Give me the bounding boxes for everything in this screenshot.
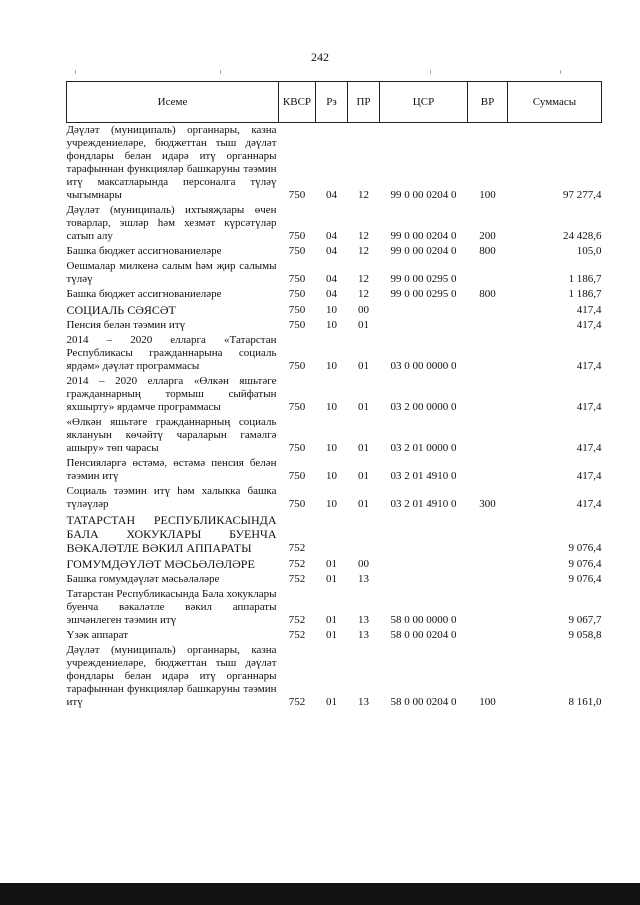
cell-rz: 10: [326, 304, 337, 316]
cell-csr: 99 0 00 0295 0: [390, 288, 457, 300]
cell-name: 2014 – 2020 елларга «Өлкән яшьтәге гражданнарның тормыш сыйфатын яхшырту» ярдәмче программасы: [66, 375, 277, 413]
cell-pr: 12: [358, 245, 369, 257]
scan-mark: [430, 70, 431, 74]
cell-pr: 00: [358, 558, 369, 570]
table-row: [67, 287, 602, 302]
cell-rz: 01: [326, 573, 337, 585]
cell-vr: 200: [479, 230, 496, 242]
cell-sum: 417,4: [576, 401, 602, 413]
cell-sum: 9 058,8: [568, 629, 602, 641]
cell-name: Үзәк аппарат: [66, 629, 129, 641]
cell-rz: 10: [326, 498, 337, 510]
table-row: [67, 374, 602, 415]
cell-vr: [468, 302, 508, 318]
cell-vr: [468, 318, 508, 333]
cell-pr: 00: [358, 304, 369, 316]
cell-kvsr: 750: [288, 498, 306, 510]
cell-sum: 9 076,4: [568, 558, 602, 570]
cell-name: 2014 – 2020 елларга «Татарстан Республикасы гражданнарына социаль ярдәм» дәүләт программасы: [66, 334, 277, 372]
cell-pr: 13: [358, 629, 369, 641]
table-row: [67, 628, 602, 643]
cell-sum: 9 076,4: [568, 573, 602, 585]
cell-vr: 800: [479, 245, 496, 257]
cell-vr: [468, 374, 508, 415]
cell-csr: [380, 572, 468, 587]
cell-rz: 04: [326, 189, 337, 201]
cell-vr: [468, 333, 508, 374]
column-header-csr: ЦСР: [380, 82, 468, 123]
cell-csr: 99 0 00 0204 0: [390, 245, 457, 257]
table-row: [67, 244, 602, 259]
column-header-name: Исеме: [67, 82, 279, 123]
cell-vr: [468, 587, 508, 628]
cell-rz: 04: [326, 273, 337, 285]
table-row: [67, 333, 602, 374]
cell-kvsr: 750: [288, 245, 306, 257]
cell-vr: 100: [479, 189, 496, 201]
cell-sum: 417,4: [576, 442, 602, 454]
cell-kvsr: 750: [288, 273, 306, 285]
cell-name: Дәүләт (муниципаль) органнары, казна учреждениеләре, бюджеттан тыш дәүләт фондлары белән идарә итү органнары тарафыннан функцияләр башкаруны тәэмин итү максатларында персоналга түләү чыгымнары: [66, 124, 277, 201]
cell-csr: [380, 512, 468, 556]
cell-csr: 03 2 01 4910 0: [390, 498, 457, 510]
cell-vr: 100: [479, 696, 496, 708]
cell-name: Оешмалар милкенә салым һәм җир салымы түләү: [66, 260, 277, 285]
column-header-rz: Рз: [316, 82, 348, 123]
cell-name: Пенсияләргә өстәмә, өстәмә пенсия белән тәэмин итү: [66, 457, 277, 482]
cell-csr: 03 2 01 4910 0: [390, 470, 457, 482]
table-row: [67, 643, 602, 710]
cell-rz: 04: [326, 245, 337, 257]
scan-mark: [560, 70, 561, 74]
cell-kvsr: 752: [288, 573, 306, 585]
cell-rz: 01: [326, 629, 337, 641]
cell-name: СОЦИАЛЬ СӘЯСӘТ: [66, 303, 176, 317]
column-header-kvsr: КВСР: [279, 82, 316, 123]
cell-pr: 13: [358, 614, 369, 626]
cell-rz: 01: [326, 614, 337, 626]
cell-kvsr: 750: [288, 401, 306, 413]
cell-pr: 01: [358, 319, 369, 331]
cell-kvsr: 752: [288, 558, 306, 570]
table-row: [67, 587, 602, 628]
table-row: [67, 302, 602, 318]
table-row: [67, 484, 602, 512]
table-row: [67, 318, 602, 333]
cell-pr: 12: [358, 189, 369, 201]
cell-kvsr: 752: [288, 696, 306, 708]
cell-rz: 10: [326, 470, 337, 482]
cell-name: ТАТАРСТАН РЕСПУБЛИКАСЫНДА БАЛА ХОКУКЛАРЫ БУЕНЧА ВӘКАЛӘТЛЕ ВӘКИЛ АППАРАТЫ: [66, 513, 277, 555]
cell-sum: 417,4: [576, 360, 602, 372]
cell-kvsr: 750: [288, 304, 306, 316]
cell-kvsr: 750: [288, 230, 306, 242]
column-header-pr: ПР: [348, 82, 380, 123]
cell-name: Дәүләт (муниципаль) органнары, казна учреждениеләре, бюджеттан тыш дәүләт фондлары белән идарә итү органнары тарафыннан функцияләр башкаруны тәэмин итү: [66, 644, 277, 708]
cell-csr: 03 2 01 0000 0: [390, 442, 457, 454]
cell-pr: 12: [358, 273, 369, 285]
scan-mark: [220, 70, 221, 74]
cell-pr: 12: [358, 288, 369, 300]
cell-pr: 01: [358, 401, 369, 413]
cell-pr: 01: [358, 360, 369, 372]
cell-rz: 10: [326, 360, 337, 372]
table-row: [67, 572, 602, 587]
cell-vr: [468, 628, 508, 643]
cell-pr: 13: [358, 696, 369, 708]
cell-pr: 01: [358, 470, 369, 482]
cell-rz: 01: [326, 696, 337, 708]
cell-sum: 417,4: [576, 470, 602, 482]
cell-csr: 99 0 00 0204 0: [390, 230, 457, 242]
cell-pr: 13: [358, 573, 369, 585]
cell-rz: 10: [326, 319, 337, 331]
cell-sum: 417,4: [576, 319, 602, 331]
cell-name: Башка бюджет ассигнованиеләре: [66, 245, 222, 257]
scan-border: [0, 883, 640, 905]
cell-vr: 300: [479, 498, 496, 510]
cell-kvsr: 750: [288, 360, 306, 372]
cell-pr: [348, 512, 380, 556]
cell-vr: [468, 556, 508, 572]
column-header-vr: ВР: [468, 82, 508, 123]
cell-csr: 03 0 00 0000 0: [390, 360, 457, 372]
table-row: [67, 259, 602, 287]
cell-sum: 417,4: [576, 498, 602, 510]
cell-kvsr: 752: [288, 614, 306, 626]
cell-rz: 01: [326, 558, 337, 570]
table-body: [67, 123, 602, 711]
table-row: [67, 556, 602, 572]
cell-pr: 01: [358, 498, 369, 510]
cell-kvsr: 750: [288, 189, 306, 201]
page-number: 242: [311, 50, 329, 64]
cell-name: Дәүләт (муниципаль) ихтыяҗлары өчен товарлар, эшләр һәм хезмәт күрсәтүләр сатып алу: [66, 204, 277, 242]
cell-pr: 12: [358, 230, 369, 242]
cell-kvsr: 752: [288, 629, 306, 641]
cell-vr: [468, 259, 508, 287]
cell-name: Татарстан Республикасында Бала хокуклары буенча вәкаләтле вәкил аппараты эшчәнлеген тәэмин итү: [66, 588, 277, 626]
table-row: [67, 512, 602, 556]
cell-kvsr: 750: [288, 319, 306, 331]
cell-kvsr: 750: [288, 288, 306, 300]
cell-csr: 58 0 00 0204 0: [390, 629, 457, 641]
cell-pr: 01: [358, 442, 369, 454]
cell-sum: 9 076,4: [568, 542, 602, 554]
cell-sum: 97 277,4: [563, 189, 602, 201]
cell-name: «Өлкән яшьтәге гражданнарның социаль яклануын көчәйтү чараларын гамәлгә ашыру» төп чарасы: [66, 416, 277, 454]
cell-kvsr: 750: [288, 442, 306, 454]
table-header-row: [67, 82, 602, 123]
cell-csr: 99 0 00 0204 0: [390, 189, 457, 201]
table-row: [67, 123, 602, 204]
cell-csr: [380, 318, 468, 333]
cell-rz: 10: [326, 442, 337, 454]
cell-csr: 58 0 00 0000 0: [390, 614, 457, 626]
cell-sum: 1 186,7: [568, 273, 602, 285]
cell-name: ГОМУМДӘҮЛӘТ МӘСЬӘЛӘЛӘРЕ: [66, 557, 255, 571]
cell-kvsr: 752: [288, 542, 306, 554]
cell-csr: 03 2 00 0000 0: [390, 401, 457, 413]
cell-rz: 04: [326, 230, 337, 242]
cell-name: Башка гомумдәүләт мәсьәләләре: [66, 573, 220, 585]
budget-table-container: [66, 81, 601, 710]
cell-sum: 8 161,0: [568, 696, 602, 708]
cell-name: Башка бюджет ассигнованиеләре: [66, 288, 222, 300]
cell-name: Пенсия белән тәэмин итү: [66, 319, 186, 331]
cell-kvsr: 750: [288, 470, 306, 482]
cell-sum: 1 186,7: [568, 288, 602, 300]
table-row: [67, 415, 602, 456]
cell-vr: [468, 456, 508, 484]
budget-table: [66, 81, 602, 710]
cell-vr: [468, 572, 508, 587]
column-header-sum: Суммасы: [508, 82, 602, 123]
table-row: [67, 456, 602, 484]
cell-vr: 800: [479, 288, 496, 300]
cell-vr: [468, 512, 508, 556]
cell-rz: 10: [326, 401, 337, 413]
cell-rz: [316, 512, 348, 556]
cell-sum: 417,4: [576, 304, 602, 316]
cell-csr: [380, 302, 468, 318]
table-row: [67, 203, 602, 244]
cell-rz: 04: [326, 288, 337, 300]
cell-sum: 9 067,7: [568, 614, 602, 626]
cell-sum: 105,0: [576, 245, 602, 257]
cell-csr: [380, 556, 468, 572]
cell-csr: 99 0 00 0295 0: [390, 273, 457, 285]
cell-csr: 58 0 00 0204 0: [390, 696, 457, 708]
cell-sum: 24 428,6: [563, 230, 602, 242]
cell-name: Социаль тәэмин итү һәм халыкка башка түләүләр: [66, 485, 277, 510]
cell-vr: [468, 415, 508, 456]
scan-mark: [75, 70, 76, 74]
